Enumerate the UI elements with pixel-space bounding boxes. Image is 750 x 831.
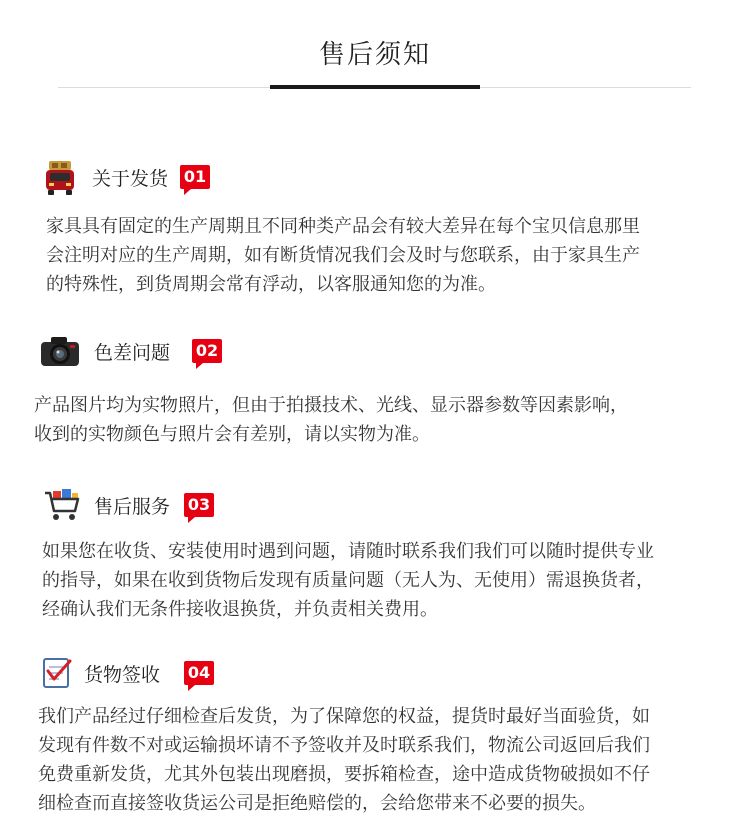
section-body-after-sales <box>42 537 654 624</box>
body-line: 细检查而直接签收货运公司是拒绝赔偿的，会给您带来不必要的损失。 <box>38 793 596 814</box>
delivery-truck-icon <box>40 157 80 197</box>
section-title: 售后服务 <box>94 495 171 518</box>
section-title: 货物签收 <box>84 663 161 686</box>
section-title: 色差问题 <box>94 341 171 364</box>
body-line: 收到的实物颜色与照片会有差别，请以实物为准。 <box>34 424 430 445</box>
body-line: 免费重新发货，尤其外包装出现磨损，要拆箱检查，途中造成货物破损如不仔 <box>38 764 650 785</box>
section-heading-receipt <box>38 648 214 698</box>
section-body-receipt <box>38 702 650 818</box>
body-line: 产品图片均为实物照片，但由于拍摄技术、光线、显示器参数等因素影响， <box>34 395 628 416</box>
section-number-badge: 04 <box>184 661 214 685</box>
body-line: 经确认我们无条件接收退换货，并负责相关费用。 <box>42 599 438 620</box>
body-line: 的特殊性，到货周期会常有浮动，以客服通知您的为准。 <box>46 274 496 295</box>
body-line: 如果您在收货、安装使用时遇到问题，请随时联系我们我们可以随时提供专业 <box>42 541 654 562</box>
body-line: 的指导，如果在收到货物后发现有质量问题（无人为、无使用）需退换货者， <box>42 570 654 591</box>
body-line: 发现有件数不对或运输损坏请不予签收并及时联系我们，物流公司返回后我们 <box>38 735 650 756</box>
camera-icon <box>38 331 82 371</box>
body-line: 我们产品经过仔细检查后发货，为了保障您的权益，提货时最好当面验货，如 <box>38 706 650 727</box>
body-line: 会注明对应的生产周期，如有断货情况我们会及时与您联系，由于家具生产 <box>46 245 640 266</box>
checklist-icon <box>38 653 76 693</box>
section-title: 关于发货 <box>92 167 169 190</box>
title-underline <box>270 85 480 89</box>
page-title: 售后须知 <box>318 40 431 70</box>
section-number-badge: 02 <box>192 339 222 363</box>
section-heading-after-sales <box>42 480 214 530</box>
section-number-badge: 03 <box>184 493 214 517</box>
section-number-badge: 01 <box>180 165 210 189</box>
body-line: 家具具有固定的生产周期且不同种类产品会有较大差异在每个宝贝信息那里 <box>46 216 640 237</box>
section-heading-color-difference <box>38 326 222 376</box>
section-body-color-difference <box>34 391 628 449</box>
section-heading-shipping <box>40 152 210 202</box>
shopping-cart-icon <box>42 485 82 525</box>
section-body-shipping <box>46 212 640 299</box>
